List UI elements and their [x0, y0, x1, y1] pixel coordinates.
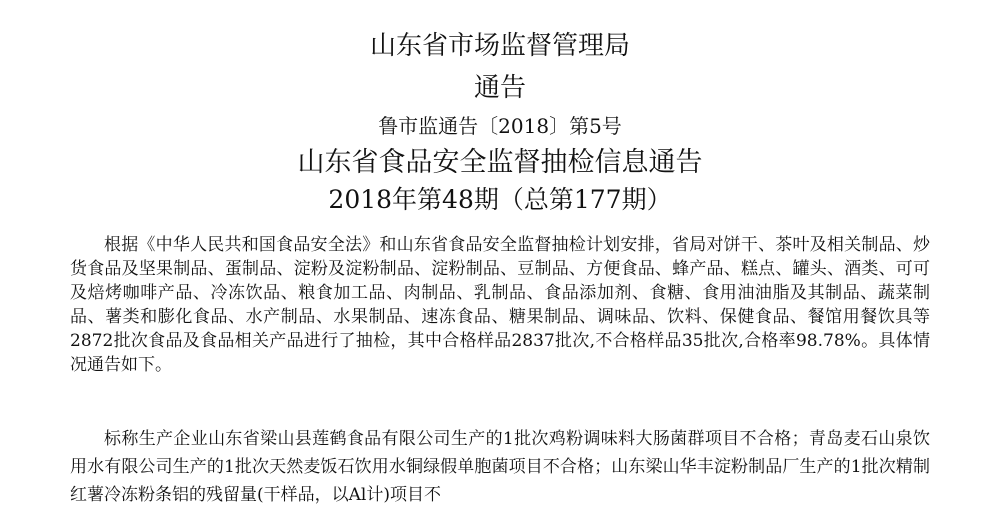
body-paragraph-1: 根据《中华人民共和国食品安全法》和山东省食品安全监督抽检计划安排，省局对饼干、茶叶及相关制品、炒货食品及坚果制品、蛋制品、淀粉及淀粉制品、淀粉制品、豆制品、方便食品、蜂产品、糕点、罐头、酒类、可可及焙烤咖啡产品、冷冻饮品、粮食加工品、肉制品、乳制品、食品添加剂、食糖、食用油油脂及其制品、蔬菜制品、薯类和膨化食品、水产制品、水果制品、速冻食品、糖果制品、调味品、饮料、保健食品、餐馆用餐饮具等2872批次食品及食品相关产品进行了抽检，其中合格样品2837批次,不合格样品35批次,合格率98.78%。具体情况通告如下。 [70, 235, 930, 375]
issue-number: 2018年第48期（总第177期） [328, 185, 672, 214]
issuing-agency: 山东省市场监督管理局 [369, 31, 630, 61]
notice-title: 山东省食品安全监督抽检信息通告 [297, 147, 703, 178]
body-paragraph-2-block [70, 425, 930, 509]
body-paragraph-1-block [70, 233, 930, 377]
document-number: 鲁市监通告〔2018〕第5号 [378, 114, 622, 138]
document-type: 通告 [473, 73, 526, 103]
body-paragraph-2: 标称生产企业山东省梁山县莲鹤食品有限公司生产的1批次鸡粉调味料大肠菌群项目不合格；青岛麦石山泉饮用水有限公司生产的1批次天然麦饭石饮用水铜绿假单胞菌项目不合格；山东梁山华丰淀粉制品厂生产的1批次精制红薯冷冻粉条铝的残留量(干样品，以Al计)项目不 [70, 429, 930, 505]
